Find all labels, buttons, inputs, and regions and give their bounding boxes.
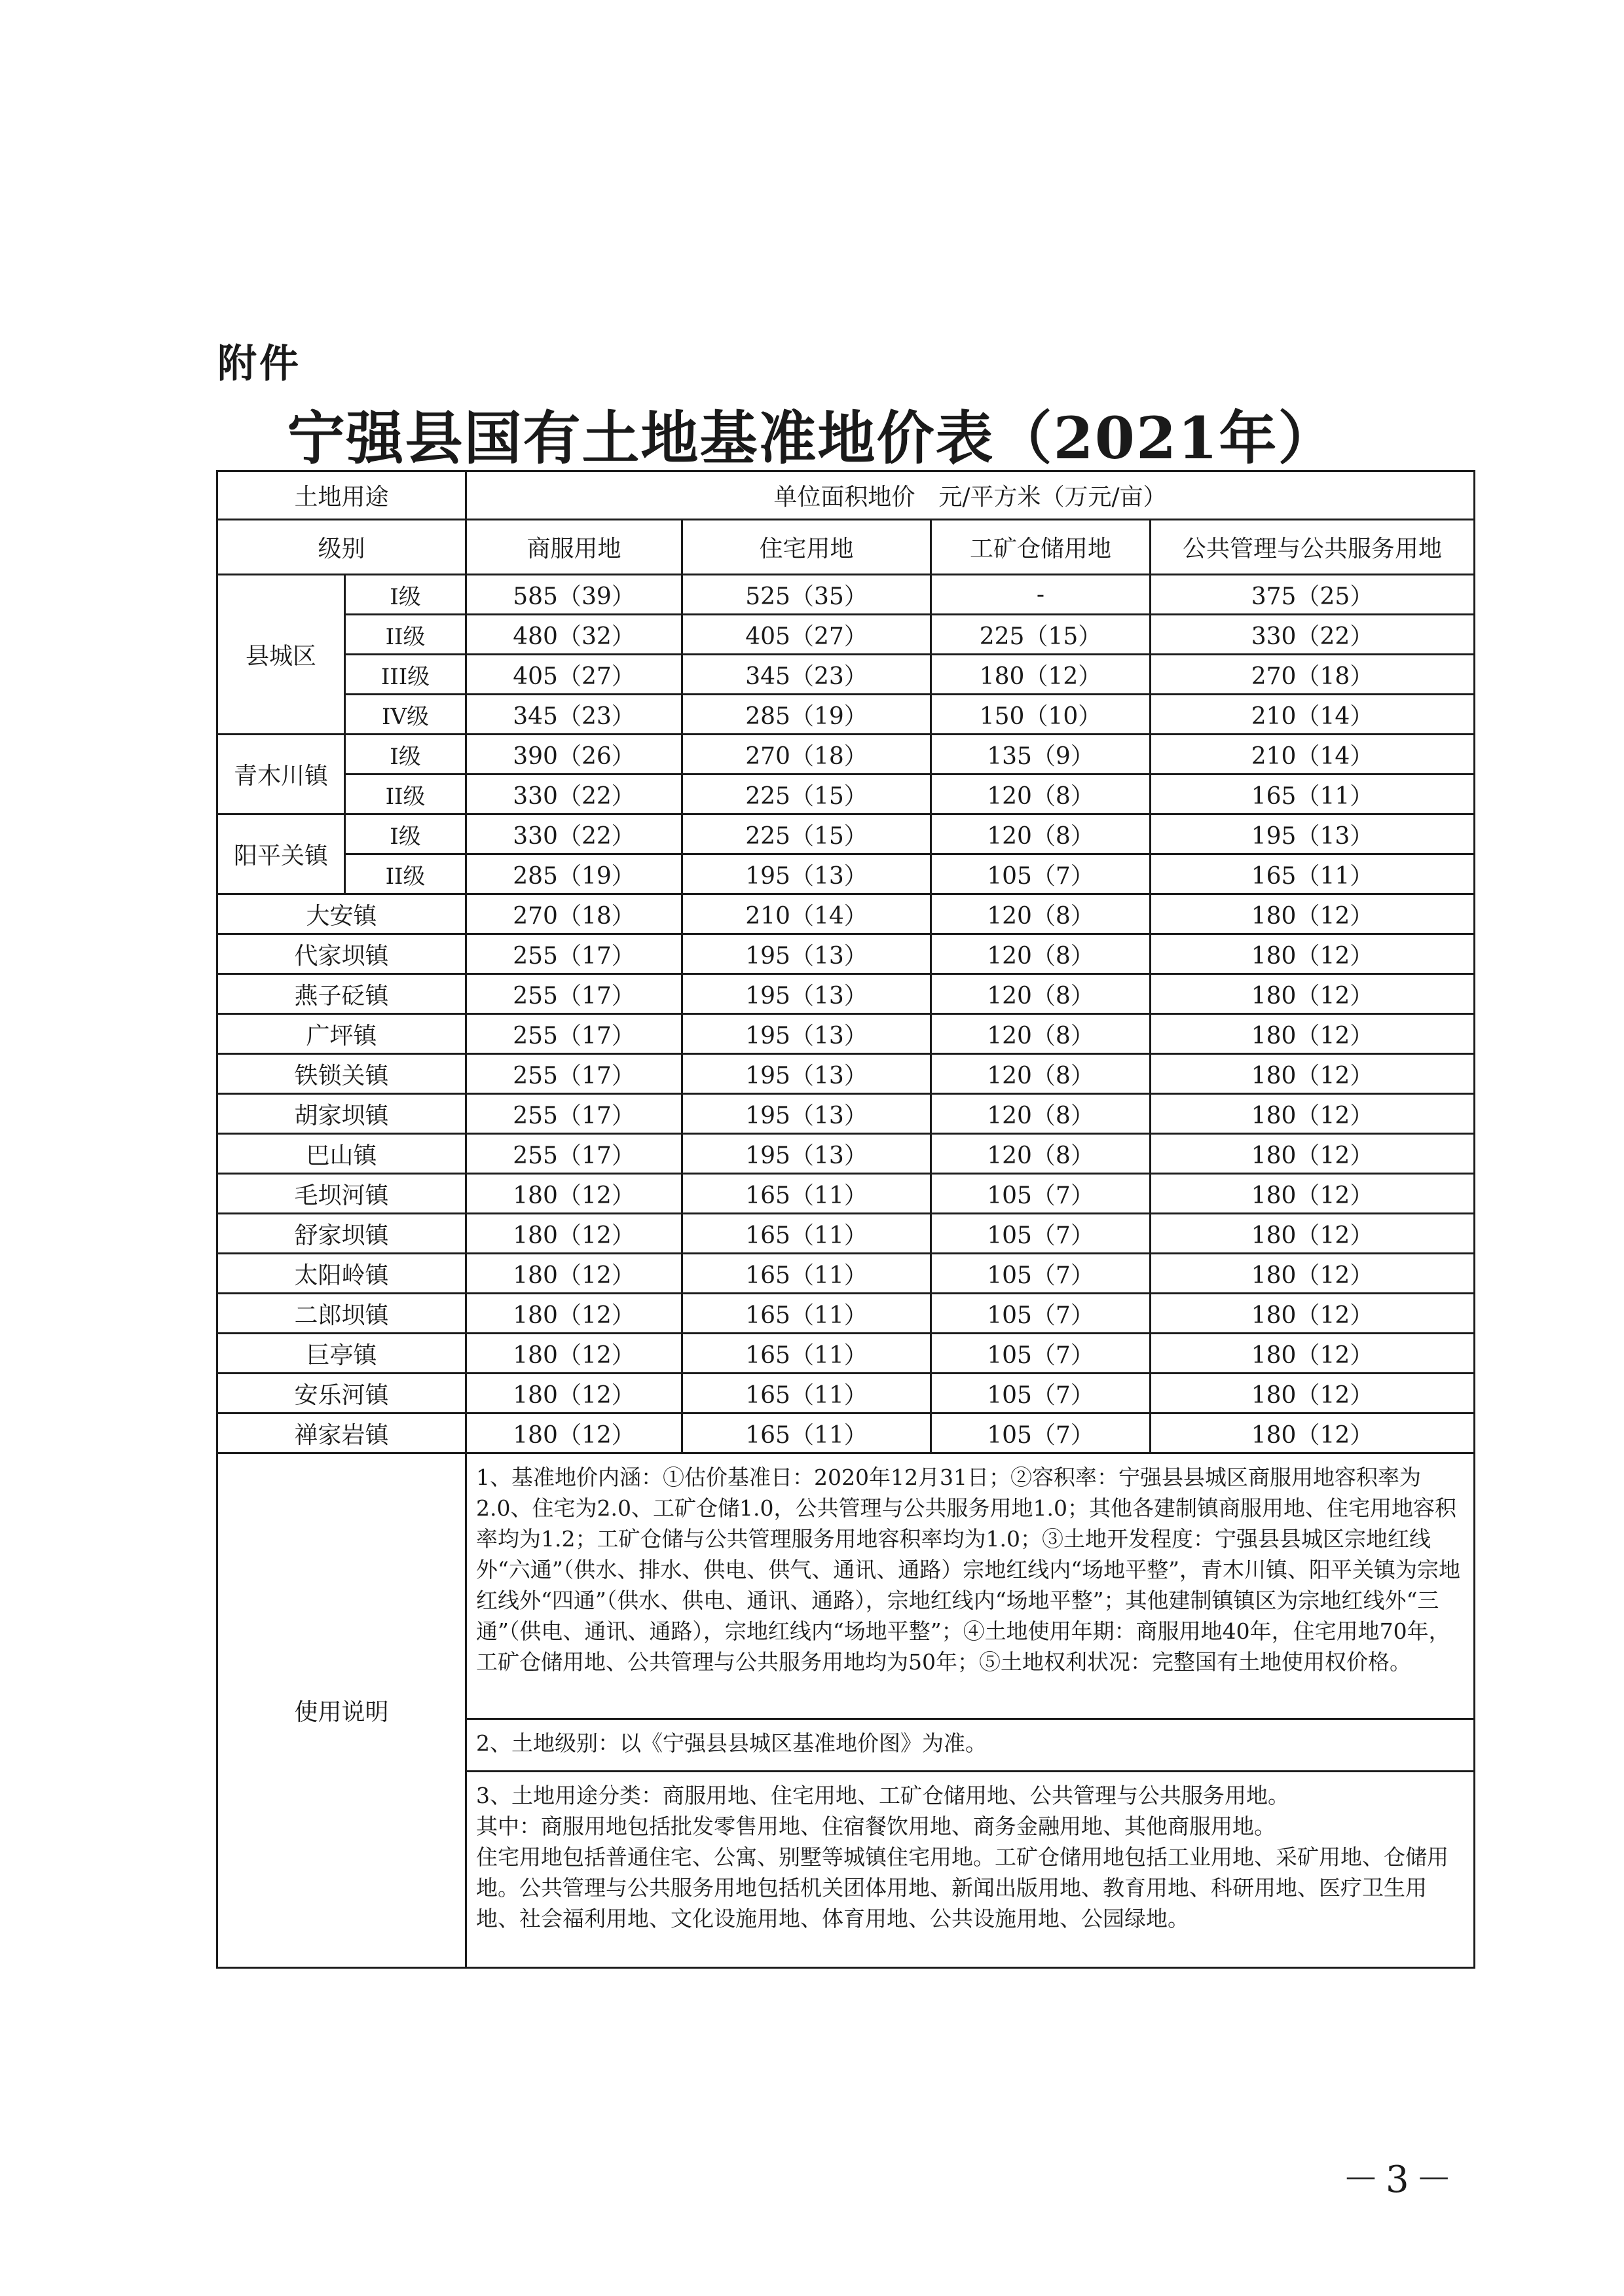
price-cell: 255（17） [466, 1014, 682, 1054]
town-name-cell: 巨亭镇 [217, 1334, 466, 1374]
land-price-table [216, 470, 1475, 1969]
price-cell: 270（18） [682, 735, 931, 774]
price-cell: 120（8） [931, 1094, 1151, 1134]
price-cell: 195（13） [682, 1014, 931, 1054]
price-cell: 255（17） [466, 974, 682, 1014]
note-2: 2、土地级别：以《宁强县县城区基准地价图》为准。 [466, 1719, 1475, 1772]
price-cell: 195（13） [682, 934, 931, 974]
notes-row [217, 1453, 1475, 1719]
price-cell: 165（11） [682, 1174, 931, 1214]
grade-cell: I级 [345, 814, 466, 854]
price-cell: 135（9） [931, 735, 1151, 774]
price-cell: 165（11） [1151, 854, 1475, 894]
price-cell: 180（12） [1151, 1014, 1475, 1054]
price-cell: 225（15） [931, 615, 1151, 655]
town-name-cell: 燕子砭镇 [217, 974, 466, 1014]
grade-header: 级别 [217, 520, 466, 575]
price-cell: 285（19） [682, 695, 931, 735]
town-name-cell: 胡家坝镇 [217, 1094, 466, 1134]
price-cell: 105（7） [931, 1294, 1151, 1334]
price-cell: 105（7） [931, 1334, 1151, 1374]
grade-cell: I级 [345, 575, 466, 615]
table-row [217, 1134, 1475, 1174]
price-cell: 225（15） [682, 814, 931, 854]
price-cell: 180（12） [1151, 1094, 1475, 1134]
price-cell: 585（39） [466, 575, 682, 615]
price-cell: 330（22） [466, 814, 682, 854]
town-name-cell: 毛坝河镇 [217, 1174, 466, 1214]
table-row [217, 1413, 1475, 1453]
table-row [217, 1054, 1475, 1094]
town-name-cell: 代家坝镇 [217, 934, 466, 974]
price-cell: 105（7） [931, 854, 1151, 894]
price-cell: 105（7） [931, 1374, 1151, 1413]
price-cell: 180（12） [1151, 1254, 1475, 1294]
table-row [217, 1254, 1475, 1294]
note-3-line: 其中：商服用地包括批发零售用地、住宿餐饮用地、商务金融用地、其他商服用地。 [476, 1813, 1276, 1839]
land-use-header: 土地用途 [217, 471, 466, 520]
price-cell: 165（11） [1151, 774, 1475, 814]
land-price-table-body [217, 471, 1475, 1968]
town-name-cell: 铁锁关镇 [217, 1054, 466, 1094]
table-row [217, 974, 1475, 1014]
price-cell: 180（12） [466, 1294, 682, 1334]
document-title: 宁强县国有土地基准地价表（2021年） [287, 404, 1337, 472]
town-name-cell: 禅家岩镇 [217, 1413, 466, 1453]
table-row [217, 655, 1475, 695]
price-cell: 345（23） [682, 655, 931, 695]
price-cell: 270（18） [466, 894, 682, 934]
town-name-cell: 广坪镇 [217, 1014, 466, 1054]
price-cell: 180（12） [466, 1254, 682, 1294]
column-header-residential: 住宅用地 [682, 520, 931, 575]
area-name-cell: 县城区 [217, 575, 345, 735]
price-cell: 120（8） [931, 1014, 1151, 1054]
price-cell: 405（27） [466, 655, 682, 695]
price-cell: 345（23） [466, 695, 682, 735]
price-cell: 330（22） [466, 774, 682, 814]
grade-cell: II级 [345, 615, 466, 655]
price-cell: 180（12） [466, 1214, 682, 1254]
table-row [217, 894, 1475, 934]
town-name-cell: 舒家坝镇 [217, 1214, 466, 1254]
grade-cell: II级 [345, 854, 466, 894]
price-cell: 180（12） [1151, 1054, 1475, 1094]
attachment-label: 附件 [217, 341, 301, 387]
price-cell: 270（18） [1151, 655, 1475, 695]
price-cell: 195（13） [1151, 814, 1475, 854]
price-cell: 195（13） [682, 1134, 931, 1174]
header-row-grade [217, 520, 1475, 575]
town-name-cell: 巴山镇 [217, 1134, 466, 1174]
unit-header: 单位面积地价 元/平方米（万元/亩） [466, 471, 1475, 520]
note-3 [466, 1772, 1475, 1968]
table-row [217, 735, 1475, 774]
price-cell: 255（17） [466, 1134, 682, 1174]
price-cell: 390（26） [466, 735, 682, 774]
price-cell: 255（17） [466, 1094, 682, 1134]
price-cell: 210（14） [1151, 735, 1475, 774]
price-cell: 180（12） [1151, 894, 1475, 934]
price-cell: 180（12） [1151, 1134, 1475, 1174]
grade-cell: II级 [345, 774, 466, 814]
table-row [217, 1094, 1475, 1134]
table-row [217, 1294, 1475, 1334]
price-cell: 180（12） [466, 1413, 682, 1453]
table-row [217, 934, 1475, 974]
price-cell: 165（11） [682, 1413, 931, 1453]
town-name-cell: 二郎坝镇 [217, 1294, 466, 1334]
price-cell: 180（12） [1151, 974, 1475, 1014]
price-cell: 105（7） [931, 1214, 1151, 1254]
price-cell: 105（7） [931, 1413, 1151, 1453]
price-cell: 330（22） [1151, 615, 1475, 655]
town-name-cell: 大安镇 [217, 894, 466, 934]
column-header-commercial: 商服用地 [466, 520, 682, 575]
price-cell: 180（12） [1151, 1374, 1475, 1413]
page-number: －3－ [1342, 2159, 1459, 2201]
price-cell: 480（32） [466, 615, 682, 655]
price-cell: 150（10） [931, 695, 1151, 735]
price-cell: 165（11） [682, 1294, 931, 1334]
price-cell: 195（13） [682, 974, 931, 1014]
price-cell: 195（13） [682, 1094, 931, 1134]
price-cell: 180（12） [1151, 1294, 1475, 1334]
price-cell: 180（12） [1151, 1214, 1475, 1254]
price-cell: 525（35） [682, 575, 931, 615]
usage-notes-label: 使用说明 [217, 1453, 466, 1968]
price-cell: 120（8） [931, 974, 1151, 1014]
price-cell: 180（12） [466, 1174, 682, 1214]
table-row [217, 774, 1475, 814]
table-row [217, 1374, 1475, 1413]
price-cell: 210（14） [1151, 695, 1475, 735]
table-row [217, 1214, 1475, 1254]
price-cell: 195（13） [682, 854, 931, 894]
price-cell: 225（15） [682, 774, 931, 814]
price-cell: 375（25） [1151, 575, 1475, 615]
price-cell: 405（27） [682, 615, 931, 655]
table-row [217, 1334, 1475, 1374]
column-header-public: 公共管理与公共服务用地 [1151, 520, 1475, 575]
price-cell: 195（13） [682, 1054, 931, 1094]
note-3-line: 3、土地用途分类：商服用地、住宅用地、工矿仓储用地、公共管理与公共服务用地。 [476, 1783, 1290, 1808]
grade-cell: I级 [345, 735, 466, 774]
price-cell: 120（8） [931, 1134, 1151, 1174]
grade-cell: III级 [345, 655, 466, 695]
price-cell: 120（8） [931, 894, 1151, 934]
price-cell: 165（11） [682, 1254, 931, 1294]
price-cell: 165（11） [682, 1334, 931, 1374]
price-cell: 180（12） [1151, 1174, 1475, 1214]
price-cell: 285（19） [466, 854, 682, 894]
price-cell: 180（12） [931, 655, 1151, 695]
price-cell: 180（12） [1151, 1413, 1475, 1453]
table-row [217, 615, 1475, 655]
price-cell: 210（14） [682, 894, 931, 934]
price-cell: 180（12） [1151, 1334, 1475, 1374]
area-name-cell: 阳平关镇 [217, 814, 345, 894]
price-cell: 120（8） [931, 814, 1151, 854]
price-cell: 120（8） [931, 774, 1151, 814]
price-cell: 180（12） [466, 1374, 682, 1413]
price-cell: 120（8） [931, 1054, 1151, 1094]
price-cell: 120（8） [931, 934, 1151, 974]
table-row [217, 1174, 1475, 1214]
price-cell: 180（12） [1151, 934, 1475, 974]
price-cell: 255（17） [466, 934, 682, 974]
price-cell: 105（7） [931, 1174, 1151, 1214]
column-header-industrial: 工矿仓储用地 [931, 520, 1151, 575]
price-cell: - [931, 575, 1151, 615]
grade-cell: IV级 [345, 695, 466, 735]
town-name-cell: 安乐河镇 [217, 1374, 466, 1413]
area-name-cell: 青木川镇 [217, 735, 345, 814]
price-cell: 165（11） [682, 1214, 931, 1254]
table-row [217, 695, 1475, 735]
price-cell: 105（7） [931, 1254, 1151, 1294]
price-cell: 165（11） [682, 1374, 931, 1413]
price-cell: 255（17） [466, 1054, 682, 1094]
note-3-line: 住宅用地包括普通住宅、公寓、别墅等城镇住宅用地。工矿仓储用地包括工业用地、采矿用地、仓储用地。公共管理与公共服务用地包括机关团体用地、新闻出版用地、教育用地、科研用地、医疗卫生用地、社会福利用地、文化设施用地、体育用地、公共设施用地、公园绿地。 [476, 1844, 1449, 1931]
note-1: 1、基准地价内涵：①估价基准日：2020年12月31日；②容积率：宁强县县城区商服用地容积率为2.0、住宅为2.0、工矿仓储1.0，公共管理与公共服务用地1.0；其他各建制镇商服用地、住宅用地容积率均为1.2；工矿仓储与公共管理服务用地容积率均为1.0；③土地开发程度：宁强县县城区宗地红线外“六通”（供水、排水、供电、供气、通讯、通路）宗地红线内“场地平整”，青木川镇、阳平关镇为宗地红线外“四通”（供水、供电、通讯、通路），宗地红线内“场地平整”；其他建制镇镇区为宗地红线外“三通”（供电、通讯、通路），宗地红线内“场地平整”；④土地使用年期：商服用地40年，住宅用地70年，工矿仓储用地、公共管理与公共服务用地均为50年；⑤土地权利状况：完整国有土地使用权价格。 [466, 1453, 1475, 1719]
price-cell: 180（12） [466, 1334, 682, 1374]
table-row [217, 1014, 1475, 1054]
town-name-cell: 太阳岭镇 [217, 1254, 466, 1294]
table-row [217, 575, 1475, 615]
table-row [217, 854, 1475, 894]
table-row [217, 814, 1475, 854]
header-row-land-use [217, 471, 1475, 520]
